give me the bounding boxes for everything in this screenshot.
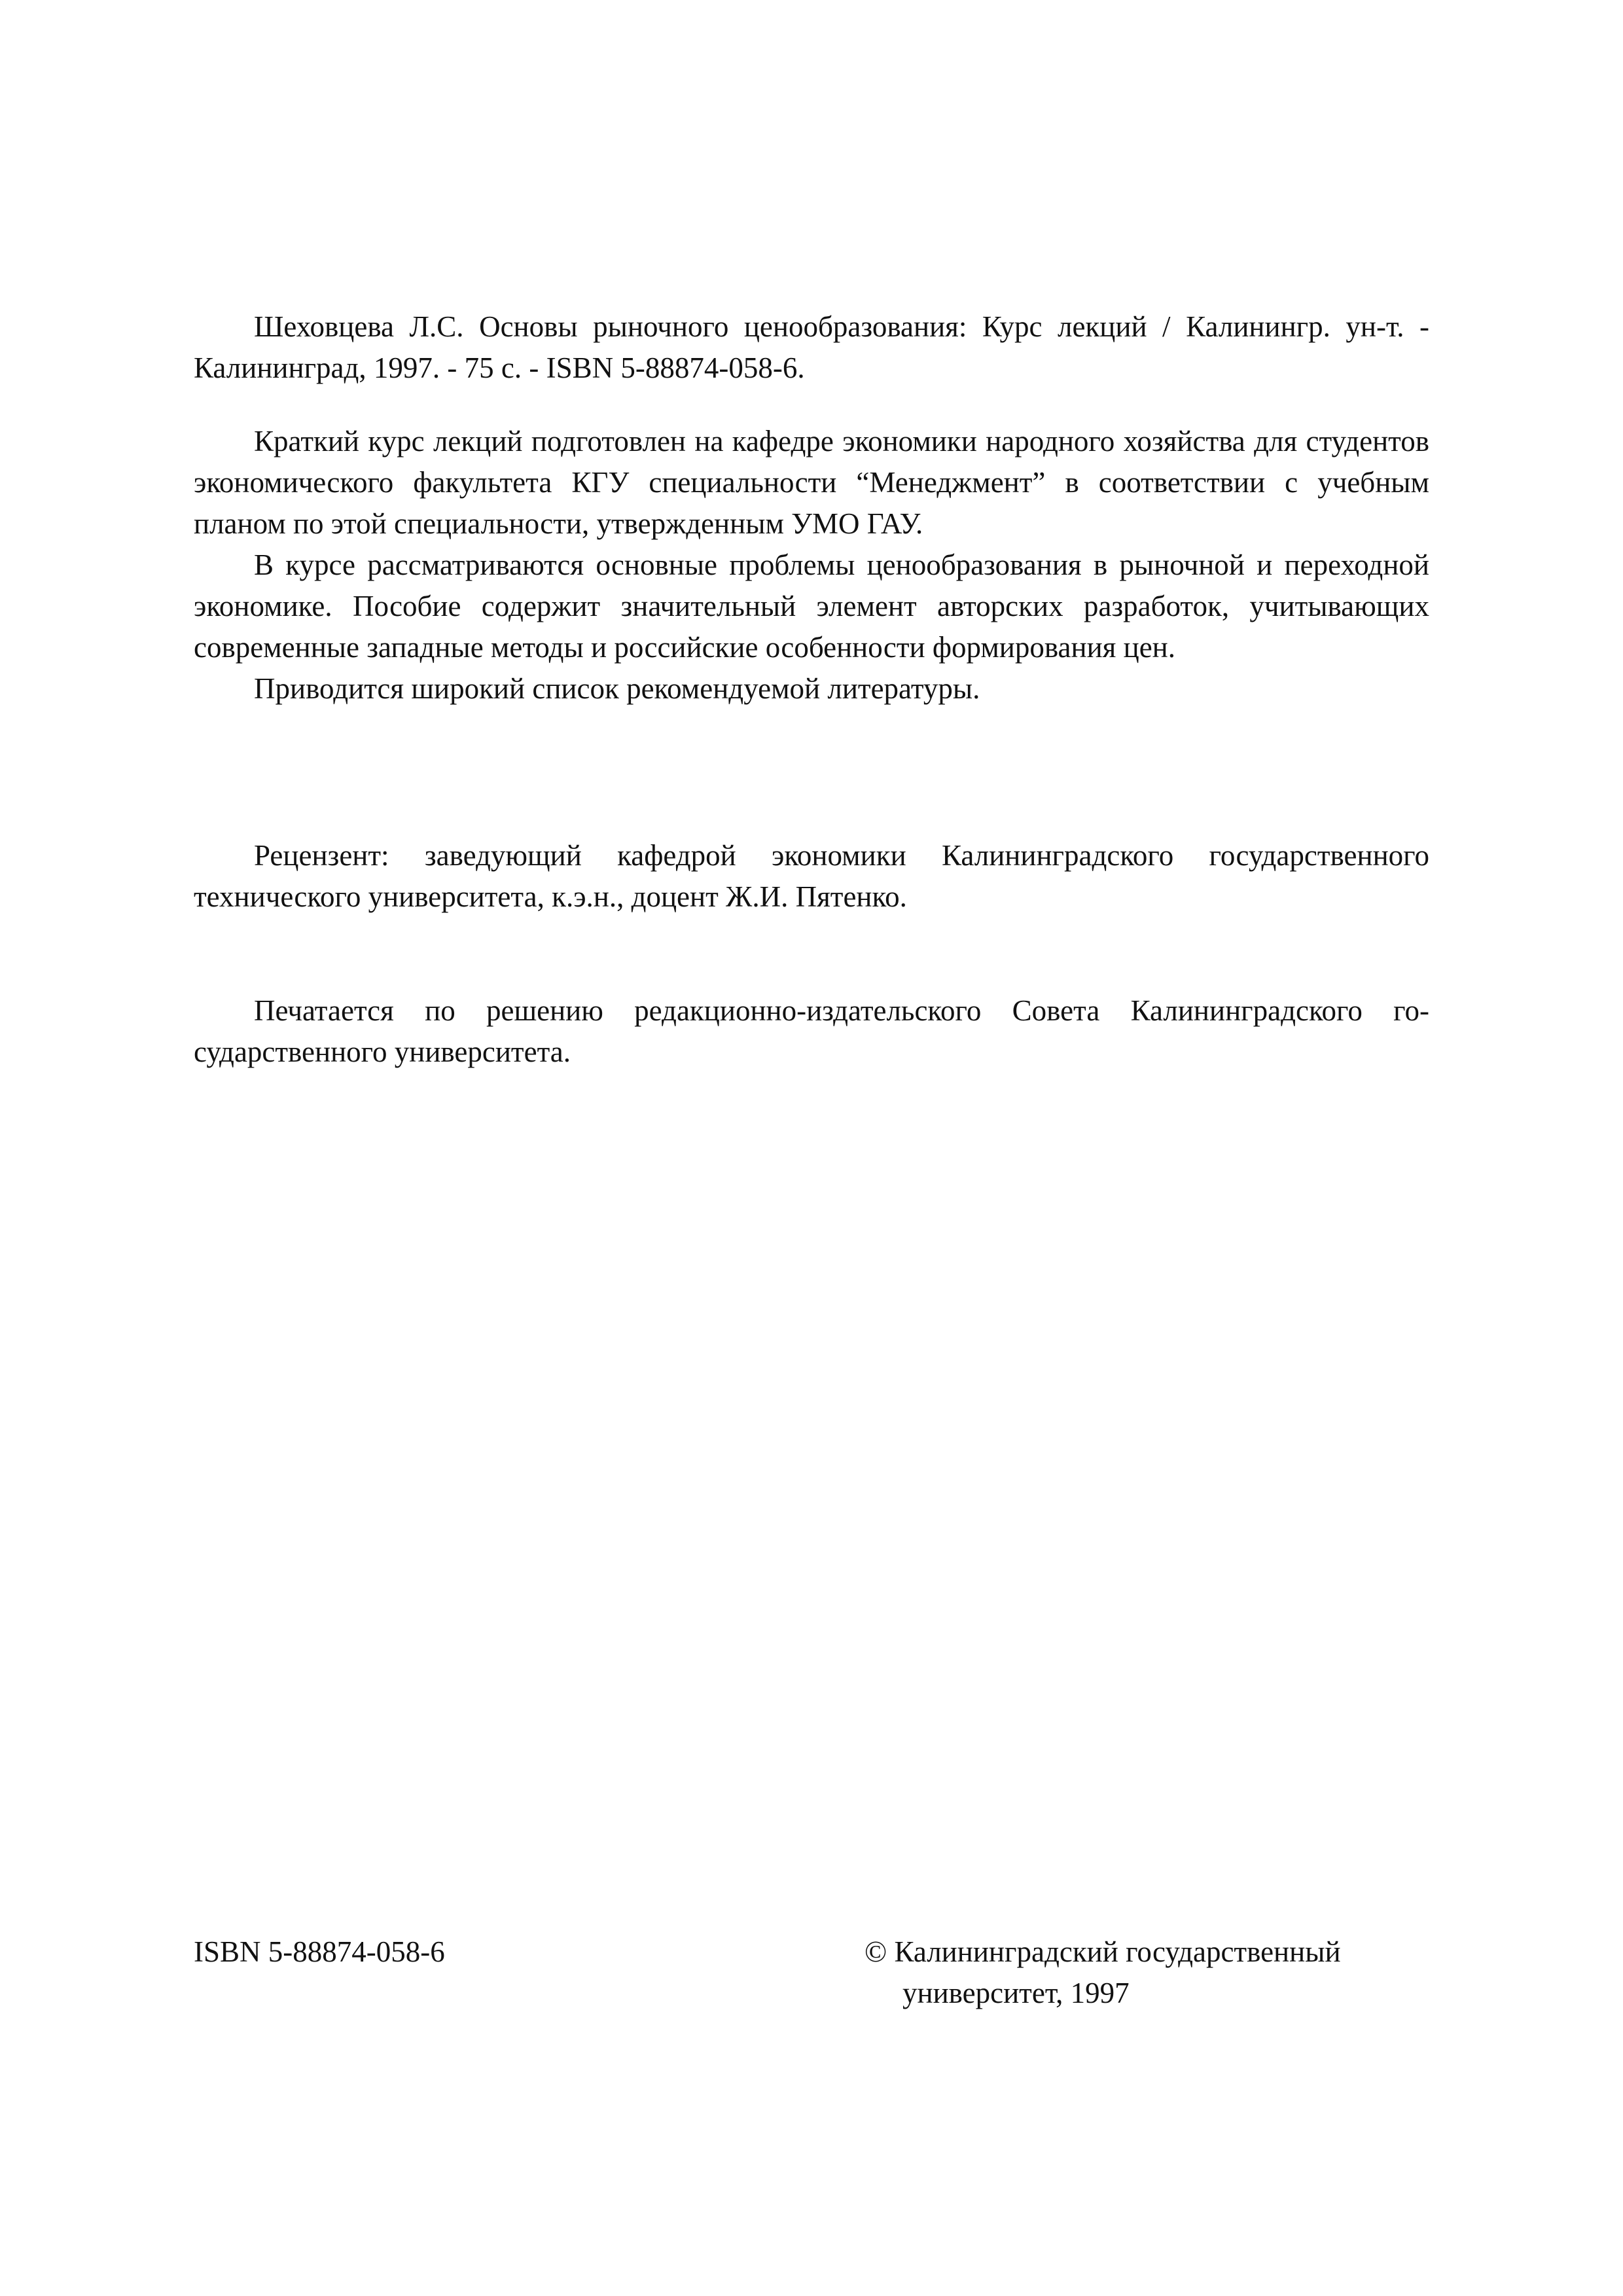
- citation-paragraph: Шеховцева Л.С. Основы рыночного ценообразования: Курс лекций / Калинингр. ун-т. - Калининград, 1997. - 75 с. - ISBN 5-88874-058-6.: [194, 310, 1429, 384]
- annotation-paragraph: В курсе рассматриваются основные проблемы ценообразования в рыночной и переходной экономике. Пособие содержит значительный элемент авторских разработок, учитывающих современные западные методы и российские особенности формирования цен.: [194, 548, 1429, 664]
- footer-copyright: [865, 1931, 1454, 2014]
- copyright-line-1: © Калининградский государственный: [865, 1935, 1341, 1968]
- annotation: [194, 421, 1429, 709]
- publisher-paragraph: Печатается по решению редакционно-издательского Совета Калининградского государственного университета.: [194, 994, 1429, 1068]
- footer-isbn: ISBN 5-88874-058-6: [194, 1935, 445, 1968]
- reviewer-note: [194, 835, 1429, 918]
- publication-approval: [194, 990, 1429, 1073]
- annotation-paragraph: Приводится широкий список рекомендуемой литературы.: [254, 672, 980, 705]
- copyright-line-2: университет, 1997: [902, 1977, 1130, 2009]
- annotation-paragraph: Краткий курс лекций подготовлен на кафедре экономики народного хозяйства для студентов экономического факультета КГУ специальности “Менеджмент” в соответствии с учебным планом по этой специальности, утвержденным УМО ГАУ.: [194, 425, 1429, 540]
- reviewer-paragraph: Рецензент: заведующий кафедрой экономики Калининградского государственного технического университета, к.э.н., доцент Ж.И. Пятенко.: [194, 839, 1429, 913]
- bibliographic-citation: [194, 306, 1429, 389]
